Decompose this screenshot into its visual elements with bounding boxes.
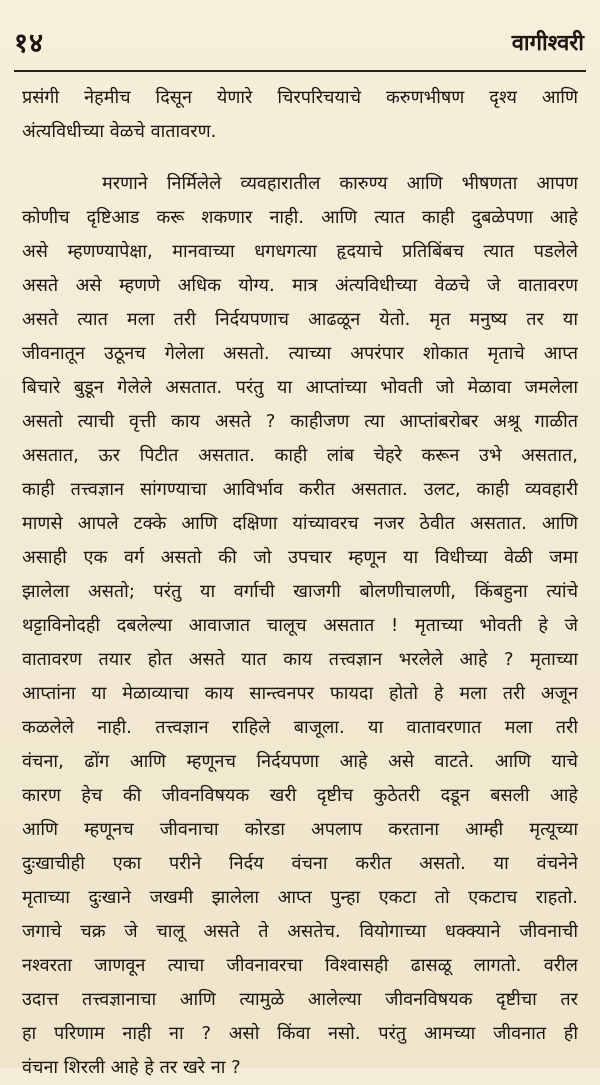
text-line: कारण हेच की जीवनविषयक खरी दृष्टीच कुठेतरी दडून बसली आहे — [22, 785, 578, 806]
header-rule — [14, 70, 586, 72]
text-line: वंचना शिरली आहे हे तर खरे ना ? — [22, 1057, 241, 1078]
text-line: नश्वरता जाणवून त्याचा जीवनावरचा विश्वासही ढासळू लागतो. वरील — [22, 955, 578, 976]
text-line: असे म्हणण्यापेक्षा, मानवाच्या धगधगत्या हृदयाचे प्रतिबिंबच त्यात पडलेले — [22, 241, 578, 262]
running-head: वागीश्वरी — [511, 31, 584, 56]
text-line: असतो त्याची वृत्ती काय असते ? काहीजण त्या आप्तांबरोबर अश्रू गाळीत — [22, 411, 578, 432]
text-line: आप्तांना या मेळाव्याचा काय सान्त्वनपर फायदा होतो हे मला तरी अजून — [22, 683, 578, 704]
text-line: असाही एक वर्ग असतो की जो उपचार म्हणून या विधीच्या वेळी जमा — [22, 547, 578, 568]
text-line: काही तत्त्वज्ञान सांगण्याचा आविर्भाव करीत असतात. उलट, काही व्यवहारी — [22, 479, 578, 500]
text-line: मृताच्या दुःखाने जखमी झालेला आप्त पुन्हा एकटा तो एकटाच राहतो. — [22, 887, 578, 908]
page-header — [14, 24, 586, 64]
text-line: असते असे म्हणणे अधिक योग्य. मात्र अंत्यविधीच्या वेळचे जे वातावरण — [22, 275, 578, 296]
paragraph-1 — [22, 81, 578, 149]
text-line: हा परिणाम नाही ना ? असो किंवा नसो. परंतु आमच्या जीवनात ही — [22, 1023, 578, 1044]
text-line: माणसे आपले टक्के आणि दक्षिणा यांच्यावरच नजर ठेवीत असतात. आणि — [22, 513, 578, 534]
page-number: १४ — [14, 28, 45, 59]
text-line: वातावरण तयार होत असते यात काय तत्त्वज्ञान भरलेले आहे ? मृताच्या — [22, 649, 578, 670]
text-line: कळलेले नाही. तत्त्वज्ञान राहिले बाजूला. या वातावरणात मला तरी — [22, 717, 578, 738]
text-line: अंत्यविधीच्या वेळचे वातावरण. — [22, 121, 217, 142]
text-line: असते त्यात मला तरी निर्दयपणाच आढळून येतो. मृत मनुष्य तर या — [22, 309, 578, 330]
text-line: जीवनातून उठूनच गेलेला असतो. त्याच्या अपरंपार शोकात मृताचे आप्त — [22, 343, 578, 364]
text-line: बिचारे बुडून गेलेले असतात. परंतु या आप्तांच्या भोवती जो मेळावा जमलेला — [22, 377, 578, 398]
text-line: प्रसंगी नेहमीच दिसून येणारे चिरपरिचयाचे करुणभीषण दृश्य आणि — [22, 87, 578, 108]
text-line: झालेला असतो; परंतु या वर्गाची खाजगी बोलणीचालणी, किंबहुना त्यांचे — [22, 581, 578, 602]
body-text — [22, 81, 578, 1085]
paragraph-2 — [22, 167, 578, 1085]
text-line: जगाचे चक्र जे चालू असते ते असतेच. वियोगाच्या धक्क्याने जीवनाची — [22, 921, 578, 942]
text-line: उदात्त तत्त्वज्ञानाचा आणि त्यामुळे आलेल्या जीवनविषयक दृष्टीचा तर — [22, 989, 578, 1010]
text-line: असतात, ऊर पिटीत असतात. काही लांब चेहरे करून उभे असतात, — [22, 445, 578, 466]
text-line: थट्टाविनोदही दबलेल्या आवाजात चालूच असतात ! मृताच्या भोवती हे जे — [22, 615, 578, 636]
text-line: दुःखाचीही एका परीने निर्दय वंचना करीत असतो. या वंचनेने — [22, 853, 578, 874]
text-line: आणि म्हणूनच जीवनाचा कोरडा अपलाप करताना आम्ही मृत्यूच्या — [22, 819, 578, 840]
text-line: वंचना, ढोंग आणि म्हणूनच निर्दयपणा आहे असे वाटते. आणि याचे — [22, 751, 578, 772]
text-line: कोणीच दृष्टिआड करू शकणार नाही. आणि त्यात काही दुबळेपणा आहे — [22, 207, 578, 228]
text-line: मरणाने निर्मिलेले व्यवहारातील कारुण्य आणि भीषणता आपण — [102, 173, 578, 194]
